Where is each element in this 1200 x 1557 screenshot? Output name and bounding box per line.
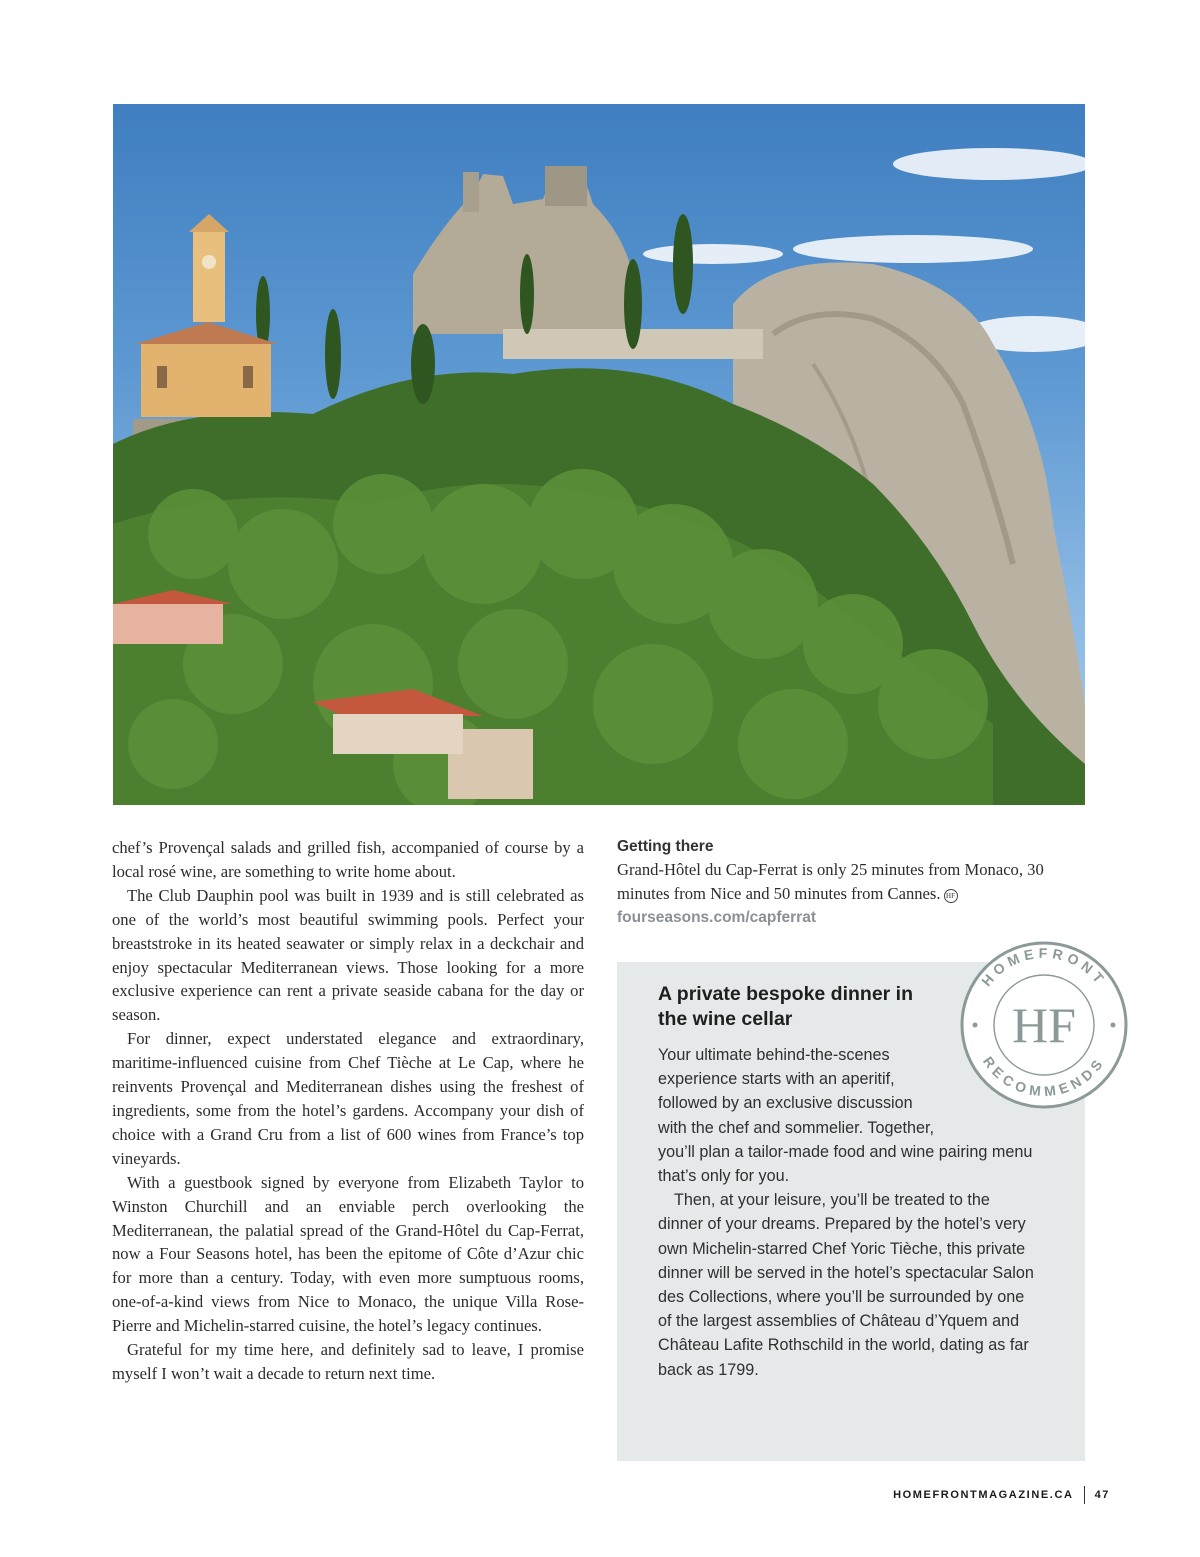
- article-body-left: [112, 836, 584, 1386]
- end-mark-icon: HF: [944, 889, 958, 903]
- footer-divider: [1084, 1486, 1085, 1504]
- homefront-recommends-badge: [955, 936, 1133, 1114]
- getting-there-text: [617, 858, 1087, 906]
- hotel-website-link[interactable]: fourseasons.com/capferrat: [617, 909, 816, 926]
- page-number: 47: [1094, 1489, 1110, 1501]
- getting-there-section: [617, 836, 1087, 930]
- hero-photo: [113, 104, 1085, 805]
- body-paragraph: chef’s Provençal salads and grilled fish, accompanied of course by a local rosé wine, are something to write home about.: [112, 838, 584, 881]
- getting-there-body: Grand-Hôtel du Cap-Ferrat is only 25 minutes from Monaco, 30 minutes from Nice and 50 minutes from Cannes.: [617, 860, 1044, 903]
- body-paragraph: For dinner, expect understated elegance and extraordinary, maritime-influenced cuisine from Chef Tièche at Le Cap, where he reinvents Provençal and Mediterranean dishes using the freshest of ingredients, some from the hotel’s gardens. Accompany your dish of choice with a Grand Cru from a list of 600 wines from France’s top vineyards.: [112, 1029, 584, 1168]
- body-paragraph: The Club Dauphin pool was built in 1939 and is still celebrated as one of the world’s most beautiful swimming pools. Perfect your breaststroke in its heated seawater or simply relax in a deckchair and enjoy spectacular Mediterranean views. Those looking for a more exclusive experience can rent a private seaside cabana for the day or season.: [112, 885, 584, 1025]
- getting-there-heading: Getting there: [617, 838, 714, 855]
- body-paragraph: Grateful for my time here, and definitely sad to leave, I promise myself I won’t wait a decade to return next time.: [112, 1340, 584, 1383]
- badge-ring-top-text: HOMEFRONT: [978, 944, 1110, 990]
- footer-site-name: HOMEFRONTMAGAZINE.CA: [893, 1489, 1074, 1501]
- sidebar-paragraph: Your ultimate behind-the-scenes experience starts with an aperitif, followed by an exclusive discussion with the chef and sommelier. Together, you’ll plan a tailor-made food and wine pairing menu that’s only for you.: [658, 1046, 1033, 1186]
- hilltop-village-illustration: [113, 104, 1085, 805]
- body-paragraph: With a guestbook signed by everyone from Elizabeth Taylor to Winston Churchill and an enviable perch overlooking the Mediterranean, the palatial spread of the Grand-Hôtel du Cap-Ferrat, now a Four Seasons hotel, has been the epitome of Côte d’Azur chic for more than a century. Today, with even more sumptuous rooms, one-of-a-kind views from Nice to Monaco, the unique Villa Rose-Pierre and Michelin-starred cuisine, the hotel’s legacy continues.: [112, 1172, 584, 1336]
- sidebar-paragraph: Then, at your leisure, you’ll be treated to the dinner of your dreams. Prepared by the hotel’s very own Michelin-starred Chef Yoric Tièche, this private dinner will be served in the hotel’s spectacular Salon des Collections, where you’ll be surrounded by one of the largest assemblies of Château d’Yquem and Château Lafite Rothschild in the world, dating as far back as 1799.: [658, 1191, 1034, 1379]
- sidebar-title: A private bespoke dinner in the wine cellar: [658, 983, 914, 1030]
- badge-monogram: HF: [1012, 997, 1076, 1053]
- page-footer: [893, 1486, 1110, 1504]
- badge-ring-bottom-text: RECOMMENDS: [979, 1053, 1109, 1100]
